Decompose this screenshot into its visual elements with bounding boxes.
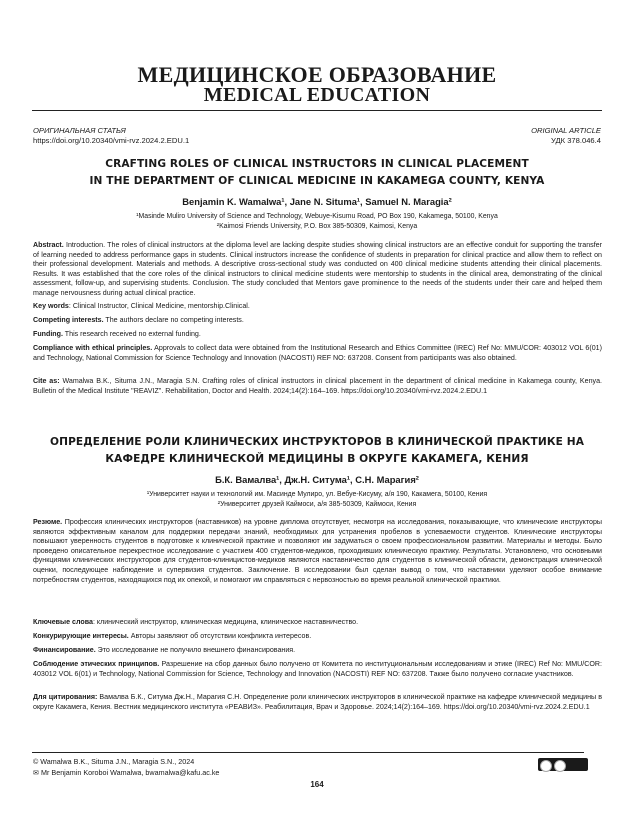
affiliations-en bbox=[32, 212, 602, 231]
title-ru-line2: КАФЕДРЕ КЛИНИЧЕСКОЙ МЕДИЦИНЫ В ОКРУГЕ КАКАМЕГА, КЕНИЯ bbox=[105, 453, 529, 465]
article-type-ru: ОРИГИНАЛЬНАЯ СТАТЬЯ bbox=[33, 126, 126, 135]
article-meta-right bbox=[531, 126, 601, 146]
keywords-en bbox=[33, 302, 602, 312]
funding-en bbox=[33, 330, 602, 340]
competing-ru bbox=[33, 632, 602, 642]
abstract-label: Abstract. bbox=[33, 241, 64, 249]
authors-ru: Б.К. Вамалва¹, Дж.Н. Ситума¹, С.Н. Марагия² bbox=[215, 474, 419, 485]
footer-rule bbox=[32, 752, 584, 753]
copyright: © Wamalwa B.K., Situma J.N., Maragia S.N., 2024 bbox=[33, 757, 195, 766]
cite-text: Wamalwa B.K., Situma J.N., Maragia S.N. Crafting roles of clinical instructors in clinical placement in the department of clinical medicine in Kakamega county, Kenya. Bulletin of the Medical Institute "REAVIZ". Rehabilitation, Doctor and Health. 2024;14(2):164–169. https://doi.org/10.20340/vmi-rvz.2024.2.EDU.1 bbox=[33, 377, 602, 395]
doi-link[interactable]: https://doi.org/10.20340/vmi-rvz.2024.2.EDU.1 bbox=[33, 136, 190, 145]
keywords-ru bbox=[33, 618, 602, 628]
journal-title-ru: МЕДИЦИНСКОЕ ОБРАЗОВАНИЕ bbox=[137, 62, 497, 87]
cc-license-badge[interactable] bbox=[538, 758, 588, 771]
affiliation-ru-2: ²Университет друзей Каймоси, а/я 385-50309, Каймоси, Кения bbox=[217, 500, 417, 508]
keywords-ru-label: Ключевые слова bbox=[33, 618, 93, 626]
competing-text: The authors declare no competing interests. bbox=[103, 316, 244, 324]
by-icon bbox=[554, 760, 566, 772]
competing-en bbox=[33, 316, 602, 326]
ethics-text: Approvals to collect data were obtained from the Institutional Research and Ethics Committee (IREC) Ref No: MMU/COR: 403012 VOL 6(01) and Technology, National Commission for Science Technology and Innovation (NACOSTI) REF NO: 637208. Consent from participants was also obtained. bbox=[33, 344, 602, 362]
affiliation-2: ²Kaimosi Friends University, P.O. Box 385-50309, Kaimosi, Kenya bbox=[216, 222, 418, 230]
funding-ru-label: Финансирование. bbox=[33, 646, 96, 654]
article-meta-left bbox=[33, 126, 189, 146]
journal-title-en: MEDICAL EDUCATION bbox=[203, 84, 431, 106]
contact[interactable]: ✉ Mr Benjamin Koroboi Wamalwa, bwamalwa@kafu.ac.ke bbox=[33, 768, 220, 777]
title-ru-line1: ОПРЕДЕЛЕНИЕ РОЛИ КЛИНИЧЕСКИХ ИНСТРУКТОРОВ В КЛИНИЧЕСКОЙ ПРАКТИКЕ НА bbox=[50, 436, 584, 448]
cite-label: Cite as: bbox=[33, 377, 60, 385]
authors-en: Benjamin K. Wamalwa¹, Jane N. Situma¹, Samuel N. Maragia² bbox=[182, 196, 452, 207]
competing-ru-text: Авторы заявляют об отсутствии конфликта интересов. bbox=[128, 632, 312, 640]
abstract-ru bbox=[33, 518, 602, 585]
title-ru bbox=[32, 434, 602, 468]
title-en bbox=[32, 156, 602, 190]
abstract-text: Introduction. The roles of clinical instructors at the diploma level are lacking despite studies showing clinical instructors are an effective conduit for supporting the transfer of learning needed to address performance gaps in students. Clinical instructors increase the confidence of students in preparation for clinical practice and allow them to reflect on their professional development. Materials and methods. A descriptive cross-sectional study was conducted on 400 clinical medicine students attending their clinical placements. Results. It was established that the core roles of the clinical instructors to clinical medicine students were mentorship to students in the clinical area, demonstrating of the clinical assessment, follow-up, and supervising students. Conclusion. The study concluded that Mentors gave prominence to the needs of the students under their care and helped them manage nervousness during actual clinical practice. bbox=[33, 241, 602, 297]
affiliation-ru-1: ¹Университет науки и технологий им. Масинде Мулиро, ул. Вебуе-Кисуму, а/я 190, Какамега, 50100, Кения bbox=[146, 491, 488, 498]
ethics-en bbox=[33, 344, 602, 363]
competing-label: Competing interests. bbox=[33, 316, 104, 324]
article-type-en: ORIGINAL ARTICLE bbox=[531, 126, 601, 135]
affiliation-1: ¹Masinde Muliro University of Science and Technology, Webuye-Kisumu Road, PO Box 190, Kakamega, 50100, Kenya bbox=[136, 213, 498, 220]
cite-en bbox=[33, 377, 602, 396]
funding-text: This research received no external funding. bbox=[62, 330, 201, 338]
header-rule bbox=[32, 110, 602, 111]
affiliations-ru bbox=[32, 490, 602, 509]
funding-ru bbox=[33, 646, 602, 656]
funding-label: Funding. bbox=[33, 330, 63, 338]
udk-code: УДК 378.046.4 bbox=[551, 136, 601, 145]
abstract-en bbox=[33, 241, 602, 299]
ethics-label: Compliance with ethical principles. bbox=[33, 344, 153, 352]
abstract-ru-text: Профессия клинических инструкторов (наставников) на уровне диплома отсутствует, несмотря на исследования, показывающие, что клинические инструкторы являются эффективным каналом для поддержки передачи знаний, необходимых для устранения пробелов в успеваемости студентов. Клинические инструкторы повышают уверенность студентов в подготовке к клинической практике и позволяют им задуматься о своем профессиональном развитии. Материалы и методы. Было проведено описательное перекрестное исследование с участием 400 студентов-медиков, проходивших клиническую практику. Результаты. Установлено, что основными функциями клинических инструкторов для студентов-клиницистов-медиков являются наставничество для студентов в клинической области, демонстрация клинической оценки, последующее наблюдение и супервизия студентов. Заключение. В исследовании был сделан вывод о том, что наставники уделяют особое внимание потребностям студентов, находящихся под их опекой, и помогают им справляться с нервозностью во время реальной клинической практики. bbox=[33, 518, 602, 584]
keywords-label: Key words bbox=[33, 302, 69, 310]
keywords-ru-text: : клинический инструктор, клиническая медицина, клиническое наставничество. bbox=[92, 618, 359, 626]
cite-ru-label: Для цитирования: bbox=[33, 693, 98, 701]
cite-ru bbox=[33, 693, 602, 712]
cite-ru-text: Вамалва Б.К., Ситума Дж.Н., Марагия С.Н. Определение роли клинических инструкторов в клинической практике на кафедре клинической медицины в округе Какамега, Кения. Вестник медицинского института «РЕАВИЗ». Реабилитация, Врач и Здоровье. 2024;14(2):164–169. https://doi.org/10.20340/vmi-rvz.2024.2.EDU.1 bbox=[33, 693, 602, 711]
ethics-ru-label: Соблюдение этических принципов. bbox=[33, 660, 160, 668]
keywords-text: : Clinical Instructor, Clinical Medicine, mentorship.Clinical. bbox=[68, 302, 250, 310]
abstract-ru-label: Резюме. bbox=[33, 518, 63, 526]
page-number: 164 bbox=[310, 780, 324, 789]
cc-icon bbox=[540, 760, 552, 772]
funding-ru-text: Это исследование не получило внешнего финансирования. bbox=[95, 646, 296, 654]
title-en-line1: CRAFTING ROLES OF CLINICAL INSTRUCTORS IN CLINICAL PLACEMENT bbox=[105, 158, 529, 170]
ethics-ru bbox=[33, 660, 602, 679]
title-en-line2: IN THE DEPARTMENT OF CLINICAL MEDICINE IN KAKAMEGA COUNTY, KENYA bbox=[89, 175, 545, 187]
competing-ru-label: Конкурирующие интересы. bbox=[33, 632, 129, 640]
ethics-ru-text: Разрешение на сбор данных было получено от Комитета по институциональным исследованиям и этике (IREC) Ref No: MMU/COR: 403012 VOL 6(01) и Technology, National Commission for Science, Technology and Innovation (NACOSTI) REF NO: 637208. Также было получено согласие участников. bbox=[33, 660, 602, 678]
